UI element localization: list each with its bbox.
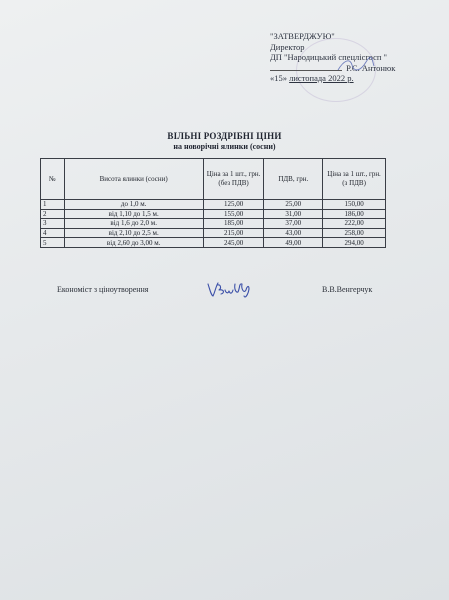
document-subtitle: на новорічні ялинки (сосни) bbox=[173, 142, 276, 151]
approve-organization: ДП "Народицький спецлісгосп " bbox=[270, 52, 388, 62]
row-num: 3 bbox=[41, 219, 65, 229]
row-price-no-vat: 215,00 bbox=[203, 228, 264, 238]
row-vat: 25,00 bbox=[264, 200, 323, 210]
table-row bbox=[41, 209, 386, 219]
row-price-vat: 186,00 bbox=[323, 209, 386, 219]
table-row bbox=[41, 238, 386, 248]
row-height: від 1,6 до 2,0 м. bbox=[64, 219, 203, 229]
row-vat: 49,00 bbox=[264, 238, 323, 248]
row-price-no-vat: 245,00 bbox=[203, 238, 264, 248]
table-row bbox=[41, 219, 386, 229]
price-table bbox=[40, 158, 386, 248]
row-height: від 2,60 до 3,00 м. bbox=[64, 238, 203, 248]
signature-line bbox=[270, 70, 342, 71]
row-price-vat: 258,00 bbox=[323, 228, 386, 238]
date-day: «15» bbox=[270, 73, 287, 83]
table-row bbox=[41, 228, 386, 238]
document-title: ВІЛЬНІ РОЗДРІБНІ ЦІНИ bbox=[167, 131, 282, 141]
row-price-vat: 294,00 bbox=[323, 238, 386, 248]
table-header-row bbox=[41, 159, 386, 200]
row-vat: 37,00 bbox=[264, 219, 323, 229]
director-signature bbox=[336, 56, 376, 74]
header-height: Висота ялинки (сосни) bbox=[64, 159, 203, 200]
table-row bbox=[41, 200, 386, 210]
row-vat: 31,00 bbox=[264, 209, 323, 219]
row-height: до 1,0 м. bbox=[64, 200, 203, 210]
row-price-no-vat: 125,00 bbox=[203, 200, 264, 210]
header-price-vat: Ціна за 1 шт., грн. (з ПДВ) bbox=[323, 159, 386, 200]
row-price-vat: 150,00 bbox=[323, 200, 386, 210]
row-num: 4 bbox=[41, 228, 65, 238]
approve-label: "ЗАТВЕРДЖУЮ" bbox=[270, 31, 335, 41]
approve-date bbox=[270, 73, 440, 84]
row-num: 2 bbox=[41, 209, 65, 219]
header-price-no-vat: Ціна за 1 шт., грн. (без ПДВ) bbox=[203, 159, 264, 200]
row-num: 1 bbox=[41, 200, 65, 210]
header-vat: ПДВ, грн. bbox=[264, 159, 323, 200]
economist-label: Економіст з ціноутворення bbox=[57, 285, 149, 294]
row-num: 5 bbox=[41, 238, 65, 248]
row-height: від 1,10 до 1,5 м. bbox=[64, 209, 203, 219]
row-height: від 2,10 до 2,5 м. bbox=[64, 228, 203, 238]
row-price-no-vat: 155,00 bbox=[203, 209, 264, 219]
director-name: Р.С. Антонюк bbox=[346, 62, 396, 73]
economist-name: В.В.Венгерчук bbox=[322, 285, 373, 294]
approve-position: Директор bbox=[270, 41, 305, 52]
row-vat: 43,00 bbox=[264, 228, 323, 238]
row-price-no-vat: 185,00 bbox=[203, 219, 264, 229]
date-month-year: листопада 2022 р. bbox=[289, 73, 354, 83]
header-num: № bbox=[41, 159, 65, 200]
economist-signature bbox=[205, 276, 261, 302]
row-price-vat: 222,00 bbox=[323, 219, 386, 229]
